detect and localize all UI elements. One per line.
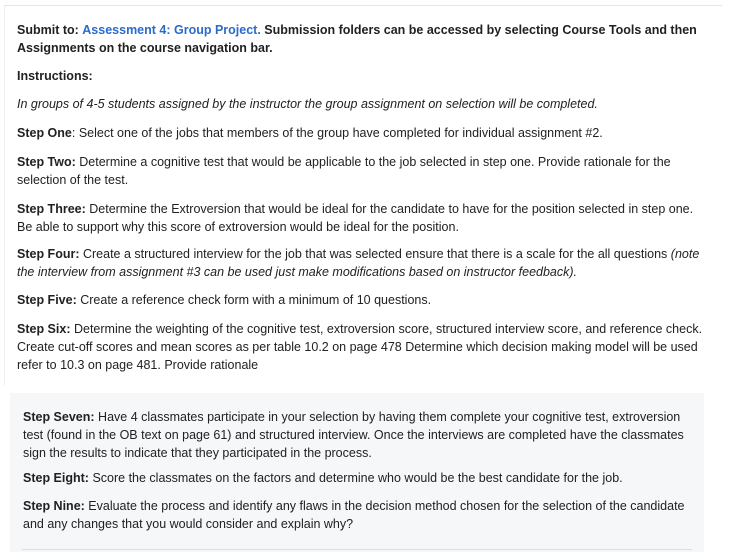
step-seven-label: Step Seven:: [23, 410, 95, 424]
step-three: [17, 200, 707, 236]
step-six-text: Determine the weighting of the cognitive test, extroversion score, structured interview score, and reference check. Create cut-off scores and mean scores as per table 10.2 on page 478 Determine which decision making model will be used refer to 10.3 on page 481. Provide rationale: [17, 322, 703, 372]
submit-to-line: [17, 21, 707, 57]
submit-to-label: Submit to:: [17, 23, 79, 37]
step-five-text: Create a reference check form with a minimum of 10 questions.: [76, 293, 432, 307]
step-five: [17, 291, 707, 309]
step-seven: [23, 408, 695, 462]
step-three-text: Determine the Extroversion that would be ideal for the candidate to have for the position selected in step one. Be able to support why this score of extroversion would be ideal for the position.: [17, 202, 694, 234]
step-one-label: Step One: [17, 126, 72, 140]
step-one: [17, 124, 707, 142]
divider: [22, 549, 692, 550]
submit-to-details: Submission folders can be accessed by selecting Course Tools and then Assignments on the course navigation bar.: [17, 23, 697, 55]
step-four: [17, 245, 707, 281]
intro-text: In groups of 4-5 students assigned by the instructor the group assignment on selection will be completed.: [17, 97, 598, 111]
step-nine-text: Evaluate the process and identify any flaws in the decision method chosen for the selection of the candidate and any changes that you would consider and explain why?: [23, 499, 685, 531]
step-eight-text: Score the classmates on the factors and determine who would be the best candidate for the job.: [88, 471, 623, 485]
step-three-label: Step Three:: [17, 202, 86, 216]
step-six: [17, 320, 707, 374]
step-nine: [23, 497, 695, 533]
step-seven-text: Have 4 classmates participate in your selection by having them complete your cognitive test, extroversion test (found in the OB text on page 61) and structured interview. Once the interviews are completed have the classmates sign the results to indicate that they participated in the process.: [23, 410, 684, 460]
screenshot-seam: [10, 386, 728, 389]
step-two-label: Step Two:: [17, 155, 76, 169]
step-four-label: Step Four:: [17, 247, 80, 261]
step-one-text: : Select one of the jobs that members of the group have completed for individual assignment #2.: [71, 126, 603, 140]
step-five-label: Step Five:: [17, 293, 77, 307]
step-two: [17, 153, 707, 189]
step-four-note: (note the interview from assignment #3 can be used just make modifications based on instructor feedback).: [17, 247, 700, 279]
step-eight-label: Step Eight:: [23, 471, 89, 485]
cut-off-text-fragment: [16, 386, 726, 389]
step-six-label: Step Six:: [17, 322, 71, 336]
step-eight: [23, 469, 695, 487]
step-four-text: Create a structured interview for the job that was selected ensure that there is a scale for the all questions: [79, 247, 671, 261]
instructions-heading: Instructions:: [17, 69, 93, 83]
assessment-link[interactable]: Assessment 4: Group Project.: [82, 23, 261, 37]
step-nine-label: Step Nine:: [23, 499, 85, 513]
step-two-text: Determine a cognitive test that would be applicable to the job selected in step one. Provide rationale for the selection of the test.: [17, 155, 671, 187]
